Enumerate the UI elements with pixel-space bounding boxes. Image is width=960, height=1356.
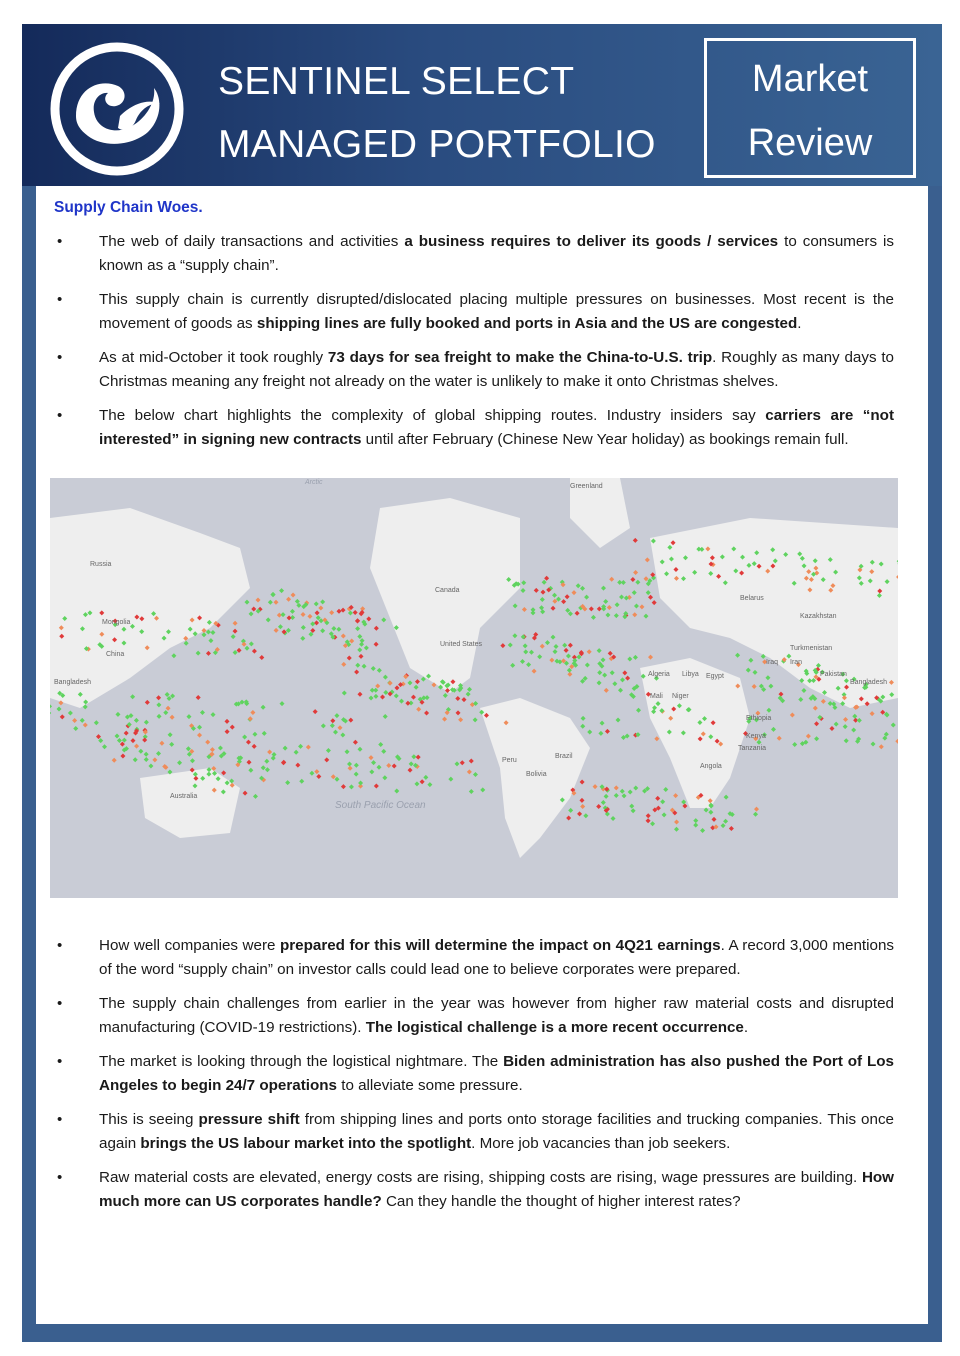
- bullet-emphasis: 73 days for sea freight to make the China-to-U.S. trip: [327, 349, 713, 366]
- map-label: Bolivia: [526, 771, 547, 778]
- map-label: Algeria: [648, 671, 670, 678]
- map-label: Arctic: [305, 479, 323, 486]
- map-label: Russia: [90, 561, 112, 568]
- bullet-dot-icon: •: [57, 1053, 63, 1070]
- map-label: Mongolia: [102, 619, 131, 626]
- bullet-text: .: [797, 315, 802, 332]
- bullet-emphasis: How much more can US corporates handle?: [99, 1169, 894, 1210]
- bullet-dot-icon: •: [57, 937, 63, 954]
- map-label: Angola: [700, 763, 722, 770]
- brand-title-line1: SENTINEL SELECT: [218, 60, 575, 103]
- bullet-dot-icon: •: [57, 291, 63, 308]
- map-label: Greenland: [570, 483, 603, 490]
- bullet-text: to alleviate some pressure.: [337, 1077, 523, 1094]
- bullet-item: [50, 1108, 894, 1156]
- bullet-text: How well companies were: [99, 937, 280, 954]
- sentinel-logo-icon: [48, 40, 186, 178]
- bullet-dot-icon: •: [57, 1111, 63, 1128]
- map-label: Pakistan: [820, 671, 847, 678]
- bullet-emphasis: brings the US labour market into the spotlight: [140, 1135, 472, 1152]
- bullet-text: This supply chain is currently disrupted/dislocated placing multiple pressures on businesses. Most recent is the movement of goods as: [99, 291, 894, 332]
- bullet-emphasis: prepared for this will determine the impact on 4Q21 earnings: [279, 937, 721, 954]
- global-shipping-map: [50, 478, 898, 898]
- map-label: Ethiopia: [746, 715, 772, 722]
- bullet-text: until after February (Chinese New Year holiday) as bookings remain full.: [361, 431, 849, 448]
- bullet-item: [50, 1050, 894, 1098]
- map-label: Libya: [682, 671, 699, 678]
- map-label: Tanzania: [738, 745, 767, 752]
- map-label: Iraq: [766, 659, 779, 666]
- section-title: Supply Chain Woes.: [54, 199, 203, 216]
- bullet-list-top: [50, 230, 894, 462]
- map-label: Canada: [435, 587, 460, 594]
- bullet-dot-icon: •: [57, 995, 63, 1012]
- bullet-text: .: [743, 1019, 749, 1036]
- bullet-text: Raw material costs are elevated, energy costs are rising, shipping costs are rising, wage pressures are building.: [99, 1169, 862, 1186]
- bullet-text: Can they handle the thought of higher interest rates?: [381, 1193, 741, 1210]
- map-label: Peru: [502, 757, 517, 764]
- bullet-dot-icon: •: [57, 349, 63, 366]
- bullet-emphasis: shipping lines are fully booked and ports in Asia and the US are congested: [256, 315, 798, 332]
- bullet-text: to consumers is known as a “supply chain”.: [99, 233, 894, 274]
- bullet-dot-icon: •: [57, 1169, 63, 1186]
- bullet-item: [50, 1166, 894, 1214]
- brand-title-line2: MANAGED PORTFOLIO: [218, 123, 656, 166]
- bullet-text: As at mid-October it took roughly: [99, 349, 328, 366]
- badge-line1: Market: [751, 58, 869, 100]
- bullet-text: This is seeing: [99, 1111, 199, 1128]
- map-label: Bangladesh: [850, 679, 887, 686]
- bullet-item: [50, 230, 894, 278]
- map-label: United States: [440, 641, 483, 648]
- map-label: Niger: [672, 693, 689, 700]
- bullet-emphasis: Biden administration has also pushed the Port of Los Angeles to begin 24/7 operations: [99, 1053, 894, 1094]
- bullet-dot-icon: •: [57, 233, 63, 250]
- bullet-text: . A record 3,000 mentions of the word “supply chain” on investor calls could lead one to believe corporates were prepared.: [99, 937, 895, 978]
- map-label: Kazakhstan: [800, 613, 837, 620]
- map-label: Turkmenistan: [790, 645, 833, 652]
- bullet-dot-icon: •: [57, 407, 63, 424]
- badge-line2: Review: [747, 122, 873, 164]
- bullet-text: The supply chain challenges from earlier in the year was however from higher raw material costs and disrupted manufacturing (COVID-19 restrictions).: [99, 995, 894, 1036]
- map-label: South Pacific Ocean: [335, 800, 426, 811]
- bullet-text: The market is looking through the logistical nightmare. The: [99, 1053, 504, 1070]
- map-label: Iran: [790, 659, 803, 666]
- bullet-text: . More job vacancies than job seekers.: [471, 1135, 731, 1152]
- bullet-text: The web of daily transactions and activities: [99, 233, 405, 250]
- bullet-item: [50, 934, 894, 982]
- map-label: China: [106, 651, 125, 658]
- bullet-item: [50, 346, 894, 394]
- bullet-text: from shipping lines and ports onto storage facilities and trucking companies. This once again: [99, 1111, 894, 1152]
- map-label: Brazil: [555, 753, 573, 760]
- map-label: Mali: [650, 693, 663, 700]
- bullet-text: The below chart highlights the complexity of global shipping routes. Industry insiders say: [99, 407, 766, 424]
- map-label: Australia: [170, 793, 198, 800]
- bullet-emphasis: pressure shift: [198, 1111, 300, 1128]
- brand-title: [218, 50, 656, 176]
- bullet-item: [50, 404, 894, 452]
- bullet-emphasis: carriers are “not interested” in signing new contracts: [99, 407, 894, 448]
- bullet-text: . Roughly as many days to Christmas meaning any freight not already on the water is unlikely to make it onto Christmas shelves.: [99, 349, 895, 390]
- map-label: Egypt: [706, 673, 724, 680]
- bullet-item: [50, 288, 894, 336]
- bullet-emphasis: a business requires to deliver its goods / services: [404, 233, 779, 250]
- bullet-item: [50, 992, 894, 1040]
- bullet-emphasis: The logistical challenge is a more recent occurrence: [365, 1019, 744, 1036]
- map-label: Belarus: [740, 595, 764, 602]
- market-review-badge: [704, 38, 916, 178]
- map-label: Kenya: [746, 733, 766, 740]
- bullet-list-bottom: [50, 934, 894, 1224]
- map-label: Bangladesh: [54, 679, 91, 686]
